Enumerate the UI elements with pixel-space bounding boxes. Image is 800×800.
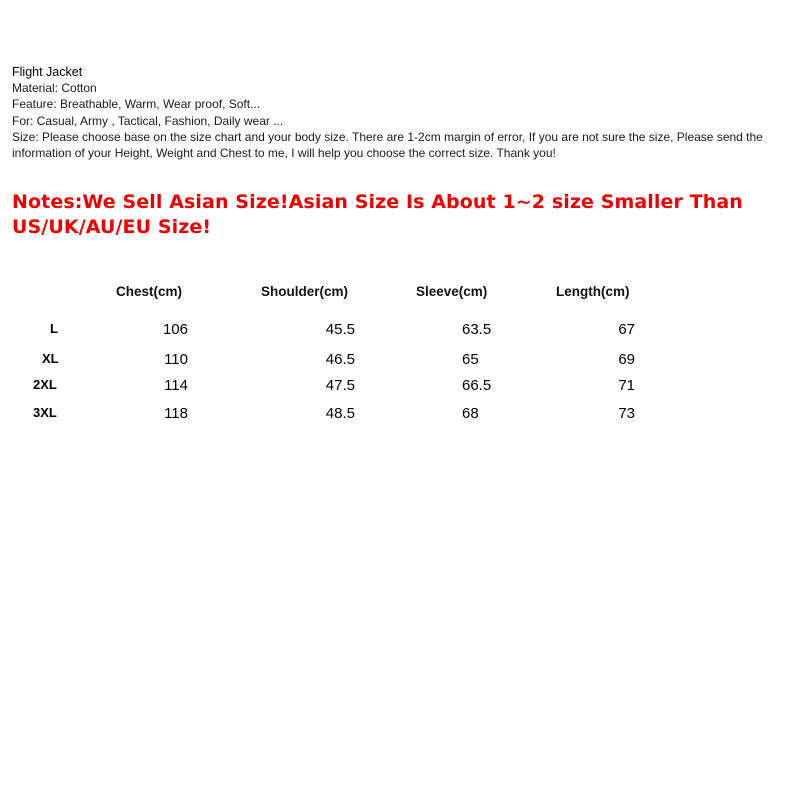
chest-value: 110 bbox=[164, 351, 188, 368]
length-value: 71 bbox=[618, 377, 635, 394]
header-sleeve: Sleeve(cm) bbox=[416, 284, 488, 299]
sleeve-value: 65 bbox=[462, 351, 479, 368]
product-info bbox=[12, 64, 788, 161]
size-label: 3XL bbox=[33, 405, 57, 420]
chest-value: 118 bbox=[164, 405, 188, 422]
header-chest: Chest(cm) bbox=[116, 284, 183, 299]
material-line: Material: Cotton bbox=[12, 81, 97, 96]
size-label: 2XL bbox=[33, 377, 57, 392]
asian-size-notice: Notes:We Sell Asian Size!Asian Size Is About 1~2 size Smaller Than US/UK/AU/EU Size! bbox=[12, 191, 743, 238]
sleeve-value: 66.5 bbox=[462, 377, 492, 394]
table-row bbox=[0, 377, 800, 401]
size-chart-table bbox=[0, 270, 800, 430]
feature-line: Feature: Breathable, Warm, Wear proof, Soft... bbox=[12, 97, 261, 112]
size-label: L bbox=[50, 321, 58, 336]
chest-value: 106 bbox=[162, 321, 188, 338]
table-row bbox=[0, 321, 800, 345]
chest-value: 114 bbox=[164, 377, 188, 394]
shoulder-value: 46.5 bbox=[325, 351, 355, 368]
shoulder-value: 47.5 bbox=[325, 377, 355, 394]
shoulder-value: 45.5 bbox=[325, 321, 355, 338]
length-value: 67 bbox=[618, 321, 635, 338]
sleeve-value: 63.5 bbox=[462, 321, 492, 338]
header-shoulder: Shoulder(cm) bbox=[261, 284, 349, 299]
product-title: Flight Jacket bbox=[12, 65, 83, 79]
table-row bbox=[0, 351, 800, 375]
sleeve-value: 68 bbox=[462, 405, 479, 422]
header-length: Length(cm) bbox=[556, 284, 630, 299]
usage-line: For: Casual, Army , Tactical, Fashion, Daily wear ... bbox=[12, 113, 284, 128]
table-row bbox=[0, 405, 800, 429]
length-value: 73 bbox=[618, 405, 635, 422]
shoulder-value: 48.5 bbox=[325, 405, 355, 422]
size-instructions: Size: Please choose base on the size chart and your body size. There are 1-2cm margin of error, If you are not sure the size, Please send the information of your Height, Weight and Chest to me, I will help you choose the correct size. Thank you! bbox=[12, 129, 763, 161]
length-value: 69 bbox=[618, 351, 635, 368]
size-label: XL bbox=[42, 351, 59, 366]
